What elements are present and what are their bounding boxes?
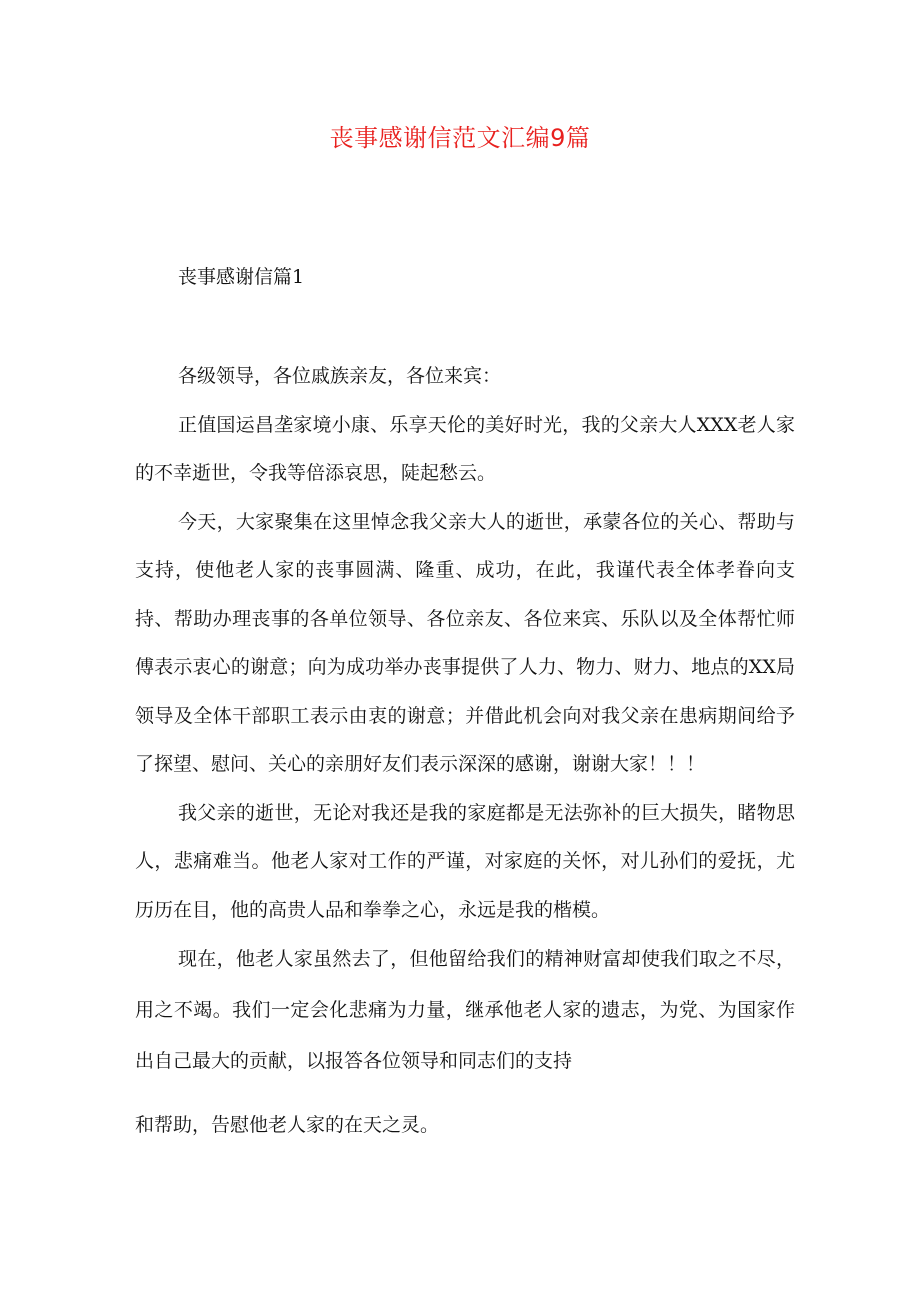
body-paragraph: 正值国运昌垄家境小康、乐享天伦的美好时光，我的父亲大人XXX老人家的不幸逝世，令我等倍添哀思，陡起愁云。 [135,413,795,484]
body-paragraph: 现在，他老人家虽然去了，但他留给我们的精神财富却使我们取之不尽，用之不竭。我们一定会化悲痛为力量，继承他老人家的遗志，为党、为国家作出自己最大的贡献，以报答各位领导和同志们的支持 [135,948,795,1072]
letter-body [135,352,795,1087]
body-paragraph: 今天，大家聚集在这里悼念我父亲大人的逝世，承蒙各位的关心、帮助与支持，使他老人家的丧事圆满、隆重、成功，在此，我谨代表全体孝眷向支持、帮助办理丧事的各单位领导、各位亲友、各位来宾、乐队以及全体帮忙师傅表示衷心的谢意；向为成功举办丧事提供了人力、物力、财力、地点的XX局领导及全体干部职工表示由衷的谢意；并借此机会向对我父亲在患病期间给予了探望、慰问、关心的亲朋好友们表示深深的感谢，谢谢大家！！！ [135,510,795,775]
closing-line: 和帮助，告慰他老人家的在天之灵。 [135,1114,440,1136]
body-paragraph: 我父亲的逝世，无论对我还是我的家庭都是无法弥补的巨大损失，睹物思人，悲痛难当。他老人家对工作的严谨，对家庭的关怀，对儿孙们的爱抚，尤历历在目，他的高贵人品和拳拳之心，永远是我的楷模。 [135,801,795,921]
section-heading: 丧事感谢信篇1 [178,266,305,288]
document-title: 丧事感谢信范文汇编9篇 [329,124,591,152]
salutation-paragraph: 各级领导，各位戚族亲友，各位来宾： [178,365,502,387]
